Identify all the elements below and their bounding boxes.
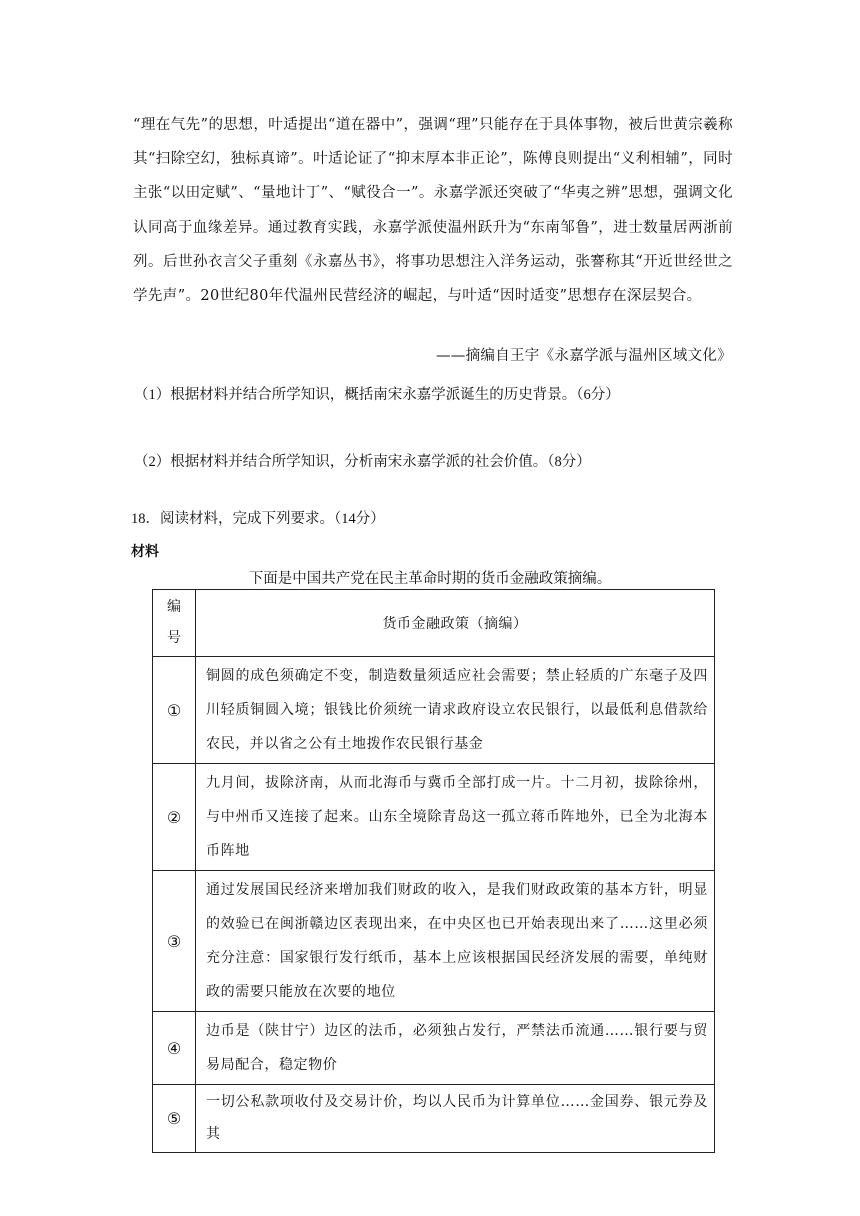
header-number-char-2: 号 bbox=[167, 630, 181, 646]
material-passage bbox=[133, 108, 733, 313]
table-header-row bbox=[153, 590, 715, 657]
row-text: 九月间，拔除济南，从而北海币与冀币全部打成一片。十二月初，拔除徐州，与中州币又连接了起来。山东全境除青岛这一孤立蒋币阵地外，已全为北海本币阵地 bbox=[196, 764, 715, 871]
row-number: ⑤ bbox=[153, 1085, 196, 1153]
header-number bbox=[153, 590, 196, 657]
row-number: ③ bbox=[153, 871, 196, 1012]
table-row bbox=[153, 1085, 715, 1153]
row-text: 边币是（陕甘宁）边区的法币，必须独占发行，严禁法币流通……银行要与贸易局配合，稳定物价 bbox=[196, 1012, 715, 1085]
table-row bbox=[153, 657, 715, 764]
row-number: ④ bbox=[153, 1012, 196, 1085]
table-row bbox=[153, 1012, 715, 1085]
header-policy: 货币金融政策（摘编） bbox=[196, 590, 715, 657]
row-text: 铜圆的成色须确定不变，制造数量须适应社会需要；禁止轻质的广东毫子及四川轻质铜圆入境；银钱比价须统一请求政府设立农民银行，以最低利息借款给农民，并以省之公有土地拨作农民银行基金 bbox=[196, 657, 715, 764]
table-row bbox=[153, 764, 715, 871]
table-caption: 下面是中国共产党在民主革命时期的货币金融政策摘编。 bbox=[248, 571, 612, 587]
row-text: 一切公私款项收付及交易计价，均以人民币为计算单位……金国券、银元券及其 bbox=[196, 1085, 715, 1153]
row-text: 通过发展国民经济来增加我们财政的收入，是我们财政政策的基本方针，明显的效验已在闽浙赣边区表现出来，在中央区也已开始表现出来了……这里必须充分注意：国家银行发行纸币，基本上应该根据国民经济发展的需要，单纯财政的需要只能放在次要的地位 bbox=[196, 871, 715, 1012]
header-number-char-1: 编 bbox=[167, 599, 181, 615]
policy-table bbox=[152, 589, 715, 1153]
passage-source: ——摘编自王宇《永嘉学派与温州区域文化》 bbox=[436, 348, 732, 364]
question-1: （1）根据材料并结合所学知识，概括南宋永嘉学派诞生的历史背景。（6分） bbox=[134, 387, 620, 403]
row-number: ② bbox=[153, 764, 196, 871]
question-18-heading: 18．阅读材料，完成下列要求。（14分） bbox=[131, 511, 385, 527]
passage-text: “理在气先”的思想，叶适提出“道在器中”，强调“理”只能存在于具体事物，被后世黄宗羲称其“扫除空幻，独标真谛”。叶适论证了“抑末厚本非正论”，陈傅良则提出“义利相辅”，同时主张“以田定赋”、“量地计丁”、“赋役合一”。永嘉学派还突破了“华夷之辨”思想，强调文化认同高于血缘差异。通过教育实践，永嘉学派使温州跃升为“东南邹鲁”，进士数量居两浙前列。后世孙衣言父子重刻《永嘉丛书》，将事功思想注入洋务运动，张謇称其“开近世经世之学先声”。20世纪80年代温州民营经济的崛起，与叶适“因时适变”思想存在深层契合。 bbox=[133, 117, 733, 305]
table-row bbox=[153, 871, 715, 1012]
row-number: ① bbox=[153, 657, 196, 764]
question-2: （2）根据材料并结合所学知识，分析南宋永嘉学派的社会价值。（8分） bbox=[134, 454, 591, 470]
material-label: 材料 bbox=[131, 543, 159, 559]
